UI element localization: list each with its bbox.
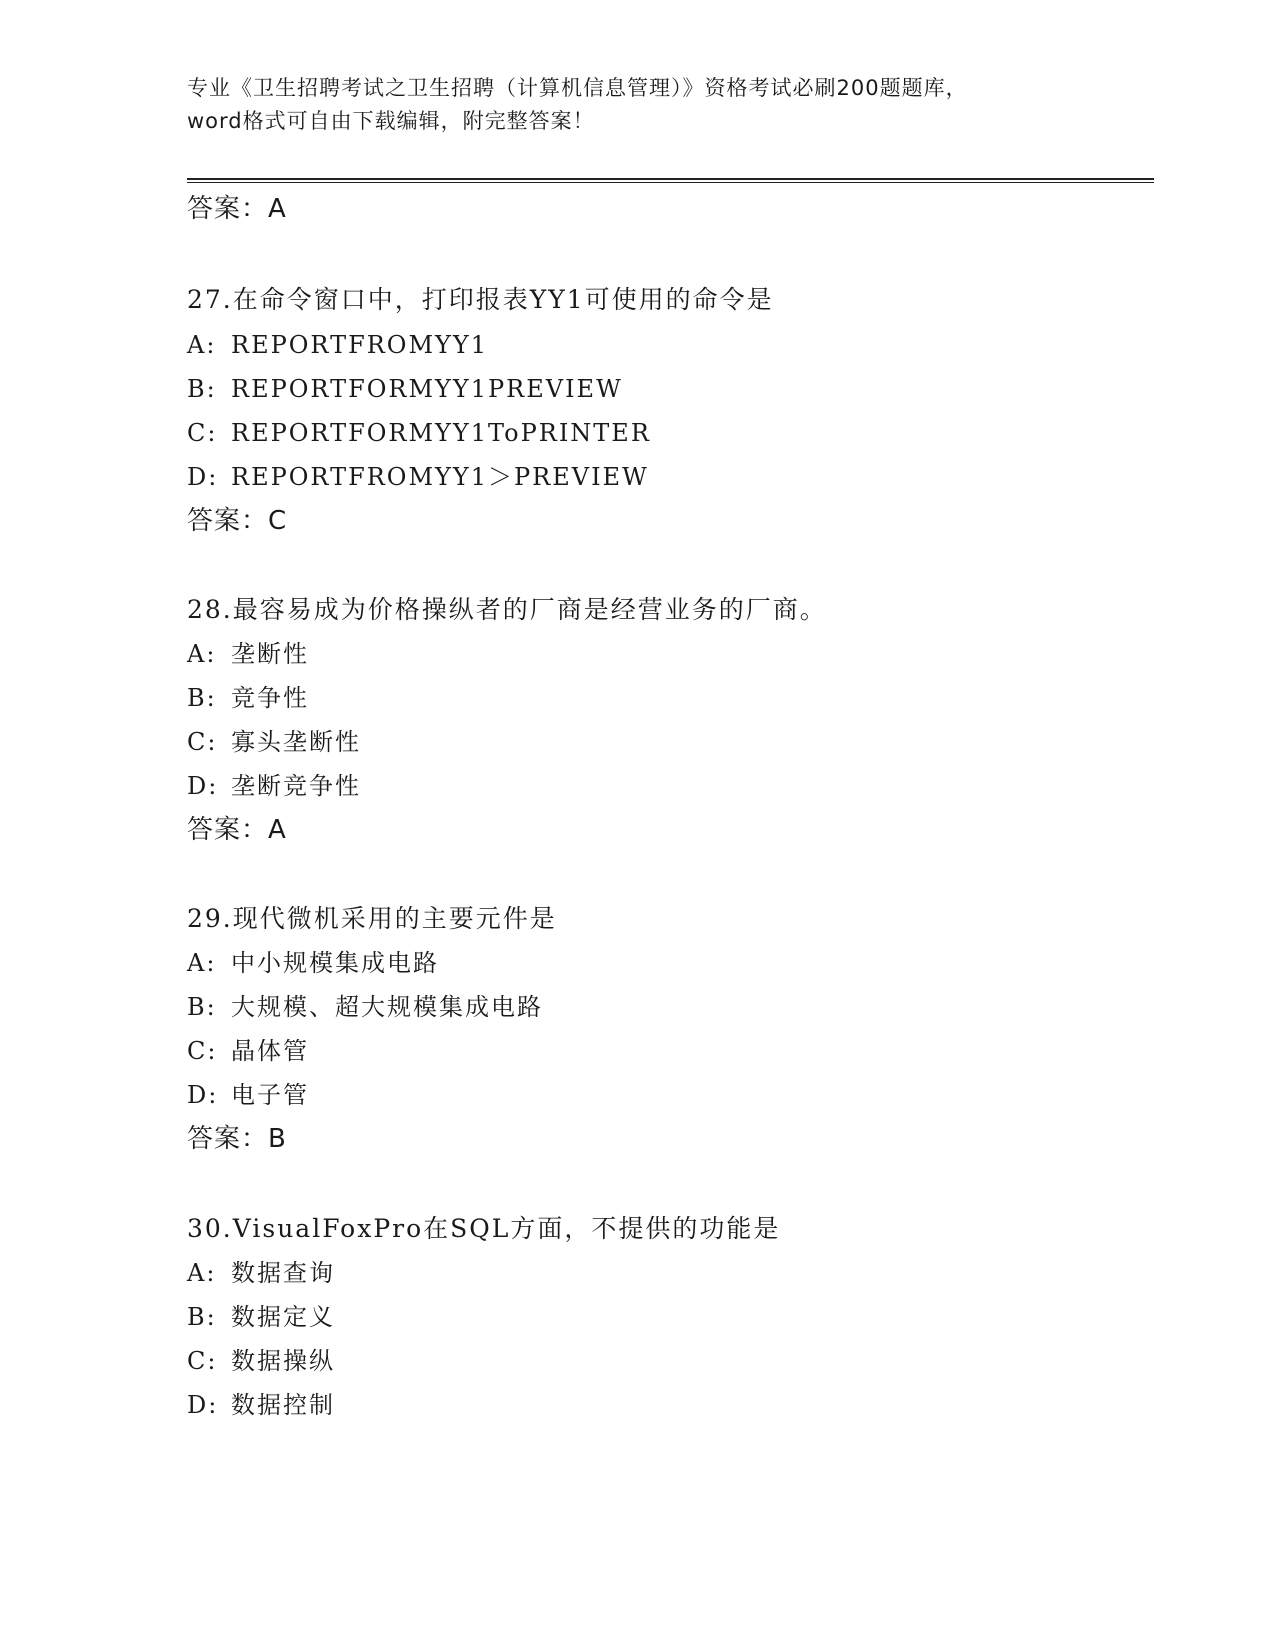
- option-28-d: [187, 769, 361, 803]
- option-label: A:: [187, 1259, 217, 1287]
- option-label: C:: [187, 419, 218, 447]
- option-29-a: [187, 946, 439, 980]
- option-text: 数据操纵: [231, 1347, 335, 1375]
- option-text: 电子管: [231, 1081, 309, 1109]
- question-30: 30.VisualFoxPro在SQL方面，不提供的功能是: [187, 1214, 781, 1243]
- option-27-c: [187, 416, 651, 450]
- question-29: 29.现代微机采用的主要元件是: [187, 904, 557, 933]
- option-text: 数据查询: [231, 1259, 335, 1287]
- option-27-a: [187, 328, 488, 362]
- answer-28: 答案：A: [187, 815, 287, 845]
- option-29-b: [187, 990, 543, 1024]
- option-text: 竞争性: [231, 684, 309, 712]
- option-text: REPORTFROMYY1: [231, 331, 488, 359]
- option-label: D:: [187, 1081, 219, 1109]
- option-label: B:: [187, 375, 217, 403]
- option-28-a: [187, 637, 309, 671]
- header-line-2: word格式可自由下载编辑，附完整答案！: [187, 109, 595, 133]
- option-label: A:: [187, 949, 217, 977]
- option-28-b: [187, 681, 309, 715]
- option-label: D:: [187, 772, 219, 800]
- option-30-c: [187, 1344, 335, 1378]
- option-label: A:: [187, 640, 217, 668]
- option-30-a: [187, 1256, 335, 1290]
- option-text: 寡头垄断性: [231, 728, 361, 756]
- option-label: B:: [187, 684, 217, 712]
- option-label: B:: [187, 993, 217, 1021]
- option-text: 中小规模集成电路: [231, 949, 439, 977]
- option-text: REPORTFROMYY1＞PREVIEW: [231, 463, 649, 491]
- option-label: C:: [187, 1037, 218, 1065]
- option-label: C:: [187, 1347, 218, 1375]
- option-label: A:: [187, 331, 217, 359]
- question-28: 28.最容易成为价格操纵者的厂商是经营业务的厂商。: [187, 595, 827, 624]
- option-text: 垄断竞争性: [231, 772, 361, 800]
- option-label: D:: [187, 1391, 219, 1419]
- header-divider: [187, 178, 1154, 183]
- option-text: 大规模、超大规模集成电路: [231, 993, 543, 1021]
- option-text: 数据定义: [231, 1303, 335, 1331]
- option-29-c: [187, 1034, 309, 1068]
- answer-27: 答案：C: [187, 506, 288, 536]
- document-header: [187, 72, 1087, 138]
- option-label: D:: [187, 463, 219, 491]
- option-29-d: [187, 1078, 309, 1112]
- option-label: C:: [187, 728, 218, 756]
- option-text: REPORTFORMYY1PREVIEW: [231, 375, 623, 403]
- option-30-b: [187, 1300, 335, 1334]
- option-text: 数据控制: [231, 1391, 335, 1419]
- option-27-b: [187, 372, 623, 406]
- option-28-c: [187, 725, 361, 759]
- answer-29: 答案：B: [187, 1124, 287, 1154]
- header-line-1: 专业《卫生招聘考试之卫生招聘（计算机信息管理）》资格考试必刷200题题库，: [187, 76, 968, 100]
- option-label: B:: [187, 1303, 217, 1331]
- option-text: 垄断性: [231, 640, 309, 668]
- option-30-d: [187, 1388, 335, 1422]
- option-text: 晶体管: [231, 1037, 309, 1065]
- option-27-d: [187, 460, 649, 494]
- question-27: 27.在命令窗口中，打印报表YY1可使用的命令是: [187, 285, 774, 314]
- option-text: REPORTFORMYY1ToPRINTER: [231, 419, 651, 447]
- answer-prev: 答案：A: [187, 194, 287, 224]
